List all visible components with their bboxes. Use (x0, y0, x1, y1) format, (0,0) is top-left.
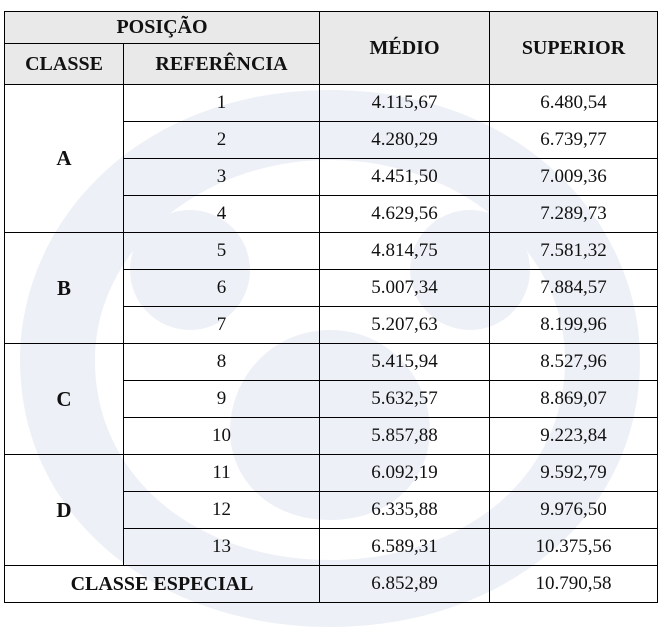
especial-medio-cell: 6.852,89 (320, 566, 490, 603)
medio-cell: 6.335,88 (320, 492, 490, 529)
medio-cell: 5.207,63 (320, 307, 490, 344)
superior-cell: 10.375,56 (490, 529, 658, 566)
superior-cell: 7.884,57 (490, 270, 658, 307)
medio-cell: 6.589,31 (320, 529, 490, 566)
table-row (5, 344, 658, 381)
medio-cell: 4.280,29 (320, 122, 490, 159)
medio-cell: 6.092,19 (320, 455, 490, 492)
ref-cell: 12 (124, 492, 320, 529)
table-row (5, 85, 658, 122)
medio-cell: 4.629,56 (320, 196, 490, 233)
table-row (5, 455, 658, 492)
header-referencia: REFERÊNCIA (124, 44, 320, 85)
table-body (5, 85, 658, 603)
classe-especial-label: CLASSE ESPECIAL (5, 566, 320, 603)
medio-cell: 5.632,57 (320, 381, 490, 418)
medio-cell: 5.857,88 (320, 418, 490, 455)
table-row (5, 233, 658, 270)
ref-cell: 8 (124, 344, 320, 381)
header-medio: MÉDIO (320, 12, 490, 85)
ref-cell: 11 (124, 455, 320, 492)
superior-cell: 6.480,54 (490, 85, 658, 122)
classe-cell: D (5, 455, 124, 566)
classe-cell: C (5, 344, 124, 455)
salary-table (4, 11, 658, 603)
ref-cell: 9 (124, 381, 320, 418)
ref-cell: 4 (124, 196, 320, 233)
superior-cell: 8.527,96 (490, 344, 658, 381)
medio-cell: 4.115,67 (320, 85, 490, 122)
ref-cell: 3 (124, 159, 320, 196)
superior-cell: 6.739,77 (490, 122, 658, 159)
especial-superior-cell: 10.790,58 (490, 566, 658, 603)
superior-cell: 7.289,73 (490, 196, 658, 233)
superior-cell: 9.592,79 (490, 455, 658, 492)
ref-cell: 1 (124, 85, 320, 122)
header-superior: SUPERIOR (490, 12, 658, 85)
ref-cell: 13 (124, 529, 320, 566)
ref-cell: 10 (124, 418, 320, 455)
header-classe: CLASSE (5, 44, 124, 85)
superior-cell: 9.223,84 (490, 418, 658, 455)
superior-cell: 8.869,07 (490, 381, 658, 418)
medio-cell: 4.451,50 (320, 159, 490, 196)
header-posicao: POSIÇÃO (5, 12, 320, 44)
superior-cell: 7.009,36 (490, 159, 658, 196)
medio-cell: 5.415,94 (320, 344, 490, 381)
medio-cell: 5.007,34 (320, 270, 490, 307)
superior-cell: 9.976,50 (490, 492, 658, 529)
classe-cell: B (5, 233, 124, 344)
ref-cell: 7 (124, 307, 320, 344)
superior-cell: 7.581,32 (490, 233, 658, 270)
table-row-especial (5, 566, 658, 603)
ref-cell: 5 (124, 233, 320, 270)
ref-cell: 6 (124, 270, 320, 307)
ref-cell: 2 (124, 122, 320, 159)
superior-cell: 8.199,96 (490, 307, 658, 344)
medio-cell: 4.814,75 (320, 233, 490, 270)
classe-cell: A (5, 85, 124, 233)
